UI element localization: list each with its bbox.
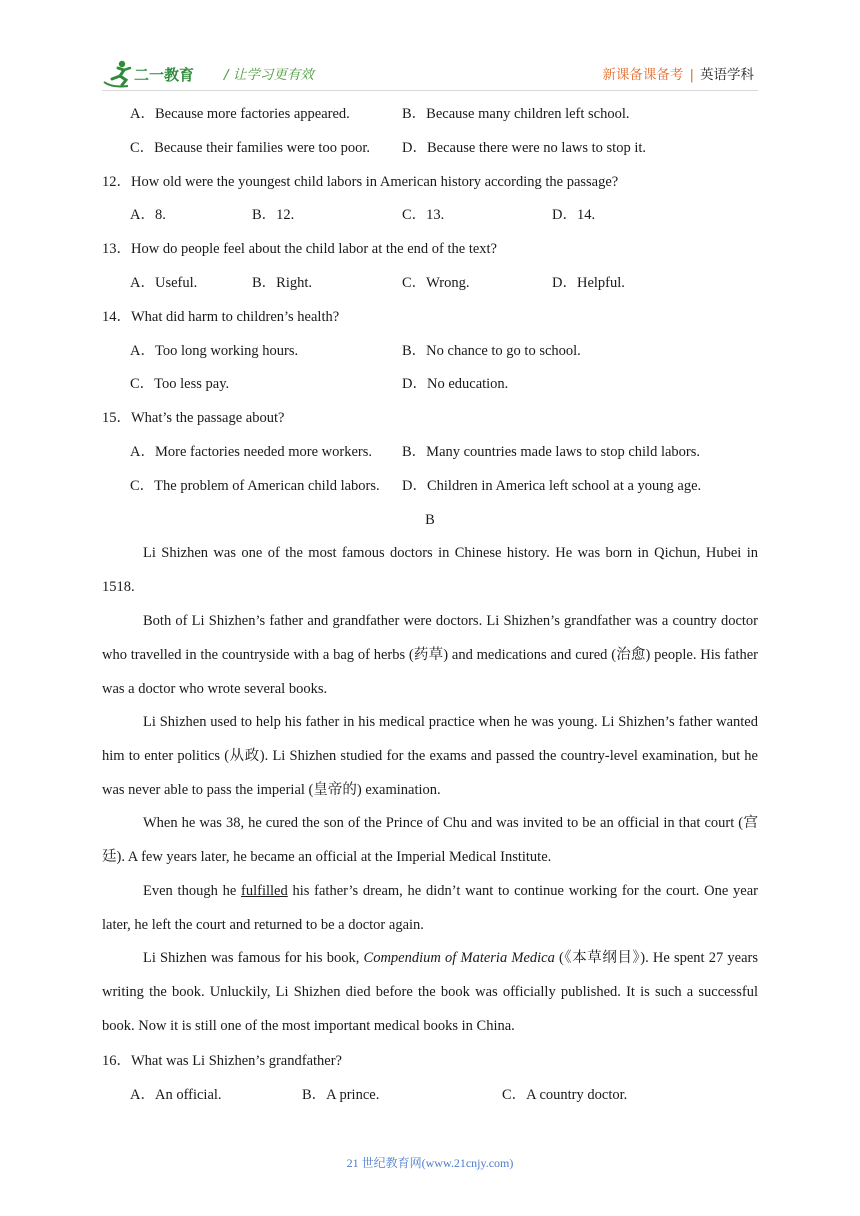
header-right (602, 63, 754, 83)
q11-option-c[interactable]: C．Because their families were too poor. (130, 140, 370, 156)
section-label: B (425, 512, 435, 528)
q15-stem: 15．What’s the passage about? (102, 410, 285, 426)
page-header (102, 56, 758, 88)
header-course-label: 新课备课备考 (602, 67, 684, 83)
q13-option-b[interactable]: B．Right. (252, 275, 313, 291)
header-separator: | (689, 67, 694, 83)
underlined-word: fulfilled (241, 883, 288, 899)
q11-option-a[interactable]: A．Because more factories appeared. (130, 106, 350, 122)
q13-stem: 13．How do people feel about the child labor at the end of the text? (102, 241, 497, 257)
q12-option-c[interactable]: C．13. (402, 207, 445, 223)
q13-option-c[interactable]: C．Wrong. (402, 275, 470, 291)
passage-paragraph-4: When he was 38, he cured the son of the Prince of Chu and was invited to be an official in that court (宫廷). A few years later, he became an official at the Imperial Medical Institute. (102, 815, 758, 865)
q13-option-a[interactable]: A．Useful. (130, 275, 198, 291)
q13-option-d[interactable]: D．Helpful. (552, 275, 625, 291)
q12-stem: 12．How old were the youngest child labors in American history according the passage? (102, 174, 619, 190)
q16-option-a[interactable]: A．An official. (130, 1087, 222, 1103)
q16-option-b[interactable]: B．A prince. (302, 1087, 380, 1103)
passage-paragraph-1: Li Shizhen was one of the most famous doctors in Chinese history. He was born in Qichun, Hubei in 1518. (102, 545, 758, 595)
p5-text-before: Even though he (143, 883, 242, 899)
q16-option-c[interactable]: C．A country doctor. (502, 1087, 628, 1103)
q14-option-d[interactable]: D．No education. (402, 376, 509, 392)
brand-name: 二一教育 (134, 66, 195, 84)
passage-paragraph-5 (102, 874, 758, 942)
q12-option-a[interactable]: A．8. (130, 207, 166, 223)
q12-option-b[interactable]: B．12. (252, 207, 295, 223)
page-footer: 21 世纪教育网(www.21cnjy.com) (346, 1156, 514, 1170)
q14-option-a[interactable]: A．Too long working hours. (130, 343, 299, 359)
slogan: / 让学习更有效 (224, 67, 314, 83)
q15-option-b[interactable]: B．Many countries made laws to stop child labors. (402, 444, 701, 460)
header-subject: 英语学科 (700, 67, 754, 83)
q11-option-b[interactable]: B．Because many children left school. (402, 106, 630, 122)
p6-text-after: (《本草纲目》). He spent 27 years writing the book. Unluckily, Li Shizhen died before the book was officially published. It is such a successful book. Now it is still one of the most important medical books in China. (102, 950, 759, 1034)
q14-stem: 14．What did harm to children’s health? (102, 309, 340, 325)
passage-paragraph-2: Both of Li Shizhen’s father and grandfather were doctors. Li Shizhen’s grandfather was a country doctor who travelled in the countryside with a bag of herbs (药草) and medications and cured (治愈) people. His father was a doctor who wrote several books. (102, 613, 758, 697)
q16-stem: 16．What was Li Shizhen’s grandfather? (102, 1053, 342, 1069)
q14-option-b[interactable]: B．No chance to go to school. (402, 343, 581, 359)
p6-text-before: Li Shizhen was famous for his book, (143, 950, 364, 966)
q15-option-a[interactable]: A．More factories needed more workers. (130, 444, 372, 460)
q14-option-c[interactable]: C．Too less pay. (130, 376, 230, 392)
q15-option-c[interactable]: C．The problem of American child labors. (130, 478, 380, 494)
passage-paragraph-6 (102, 941, 758, 1043)
passage-paragraph-3: Li Shizhen used to help his father in his medical practice when he was young. Li Shizhen’s father wanted him to enter politics (从政). Li Shizhen studied for the exams and passed the country-level examination, but he was never able to pass the imperial (皇帝的) examination. (102, 714, 758, 798)
book-title: Compendium of Materia Medica (363, 950, 555, 966)
q12-option-d[interactable]: D．14. (552, 207, 596, 223)
q11-option-d[interactable]: D．Because there were no laws to stop it. (402, 140, 647, 156)
p5-text-after: his father’s dream, he didn’t want to continue working for the court. One year later, he left the court and returned to be a doctor again. (102, 883, 758, 933)
q15-option-d[interactable]: D．Children in America left school at a young age. (402, 478, 702, 494)
runner-icon (104, 61, 130, 87)
brand-logo (102, 58, 212, 88)
header-divider (102, 90, 758, 91)
